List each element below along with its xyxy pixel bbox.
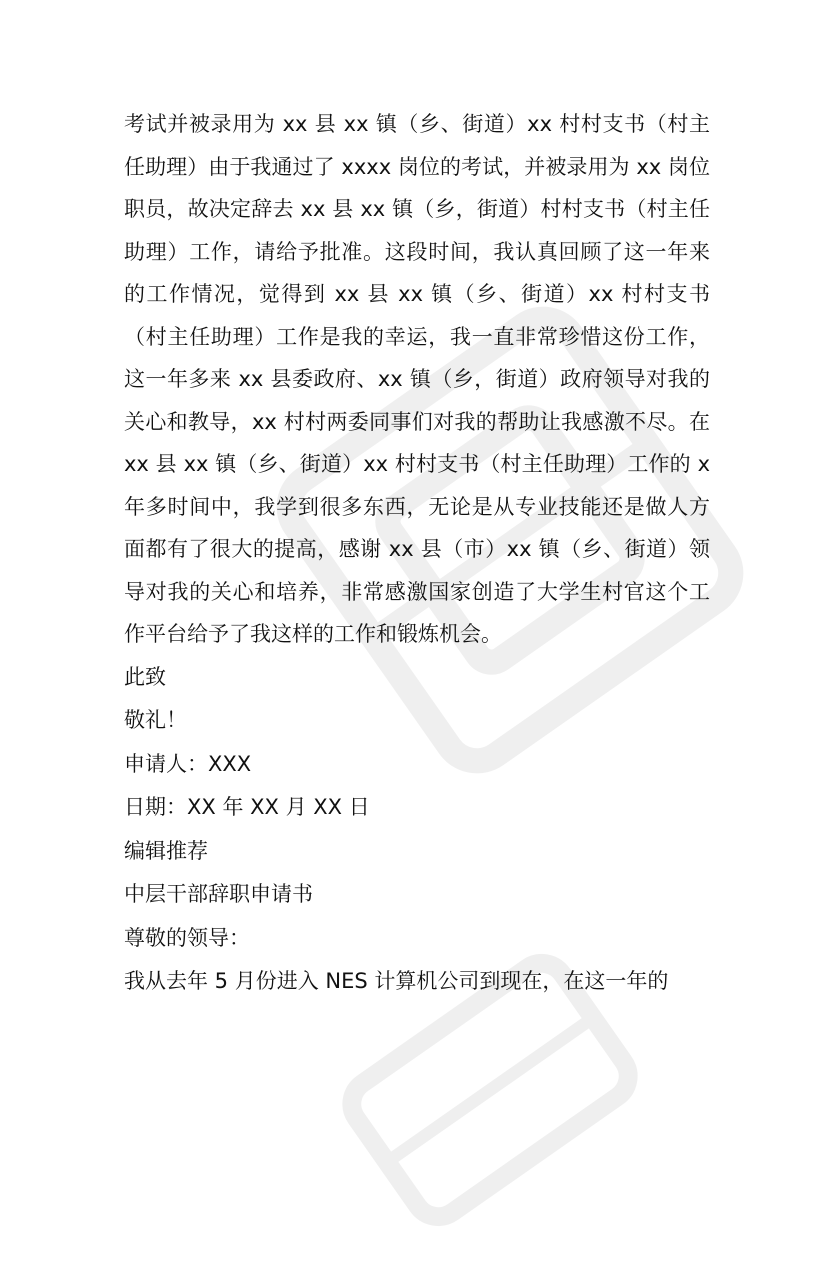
date-line: 日期：XX 年 XX 月 XX 日 bbox=[124, 795, 370, 819]
document-body bbox=[124, 103, 710, 1004]
closing-block bbox=[124, 656, 710, 1004]
closing-salutation: 此致 bbox=[124, 664, 166, 689]
applicant-line: 申请人：XXX bbox=[124, 751, 252, 776]
second-paragraph-start: 我从去年 5 月份进入 NES 计算机公司到现在，在这一年的 bbox=[124, 969, 669, 993]
body-paragraph: 考试并被录用为 xx 县 xx 镇（乡、街道）xx 村村支书（村主任助理）由于我通过了 xxxx 岗位的考试，并被录用为 xx 岗位职员，故决定辞去 xx 县 xx 镇（乡，街道）村村支书（村主任助理）工作，请给予批准。这段时间，我认真回顾了这一年来的工作情况，觉得到 xx 县 xx 镇（乡、街道）xx 村村支书（村主任助理）工作是我的幸运，我一直非常珍惜这份工作，这一年多来 xx 县委政府、xx 镇（乡，街道）政府领导对我的关心和教导，xx 村村两委同事们对我的帮助让我感激不尽。在 xx 县 xx 镇（乡、街道）xx 村村支书（村主任助理）工作的 x 年多时间中，我学到很多东西，无论是从专业技能还是做人方面都有了很大的提高，感谢 xx 县（市）xx 镇（乡、街道）领导对我的关心和培养，非常感激国家创造了大学生村官这个工作平台给予了我这样的工作和锻炼机会。 bbox=[124, 112, 710, 646]
editor-recommend-heading: 编辑推荐 bbox=[124, 838, 208, 863]
salutation-line: 尊敬的领导： bbox=[124, 925, 250, 950]
article-title: 中层干部辞职申请书 bbox=[124, 882, 313, 906]
closing-respect: 敬礼！ bbox=[124, 708, 187, 732]
